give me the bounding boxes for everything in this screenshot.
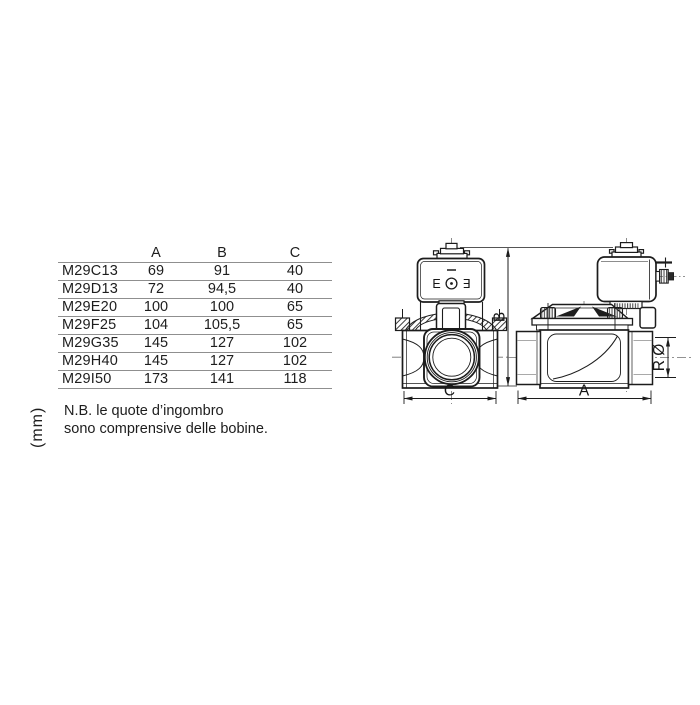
front-connector-cap	[434, 243, 470, 258]
side-connector-cap	[610, 243, 644, 258]
side-coil	[598, 257, 657, 302]
model-cell: M29C13	[62, 263, 119, 279]
value-a: 104	[143, 317, 169, 333]
col-header-a: A	[151, 245, 161, 261]
model-cell: M29F25	[62, 317, 117, 333]
side-view-drawing	[507, 238, 691, 404]
side-block	[640, 308, 656, 329]
dim-label-a: A	[578, 382, 590, 400]
value-a: 145	[143, 353, 169, 369]
value-c: 65	[286, 299, 304, 315]
value-c: 65	[286, 317, 304, 333]
side-bonnet	[533, 305, 629, 319]
value-c: 102	[282, 335, 308, 351]
value-b: 141	[209, 371, 235, 387]
value-a: 72	[147, 281, 165, 297]
table-row	[58, 263, 332, 281]
dim-a	[518, 383, 651, 405]
table-note	[64, 403, 268, 438]
value-c: 40	[286, 263, 304, 279]
value-a: 100	[143, 299, 169, 315]
value-c: 118	[283, 371, 307, 387]
value-a: 69	[147, 263, 165, 279]
terminal-pin	[656, 258, 672, 268]
front-coil	[418, 259, 485, 303]
table-row	[58, 317, 332, 335]
table-row	[58, 335, 332, 353]
value-a: 173	[143, 371, 169, 387]
coil-mark-right: ∃	[462, 277, 471, 291]
table-row	[58, 299, 332, 317]
table-row	[58, 371, 332, 389]
port-right	[629, 332, 653, 385]
note-line-1: N.B. le quote d’ingombro	[64, 403, 224, 419]
value-b: 91	[213, 263, 231, 279]
value-c: 102	[282, 353, 308, 369]
value-b: 100	[209, 299, 235, 315]
value-b: 105,5	[203, 317, 241, 333]
flange-plate-upper	[532, 319, 633, 326]
dim-label-r-diameter: R Ø	[651, 343, 668, 372]
model-cell: M29G35	[62, 335, 119, 351]
model-cell: M29H40	[62, 353, 119, 369]
table-row	[58, 353, 332, 371]
dimensions-table	[58, 244, 332, 389]
dim-label-c: C	[443, 382, 456, 400]
note-line-2: sono comprensive delle bobine.	[64, 420, 268, 437]
col-header-b: B	[217, 245, 227, 261]
dim-label-b: B	[491, 311, 509, 323]
value-b: 94,5	[207, 281, 237, 297]
value-c: 40	[286, 281, 304, 297]
mounting-ear-left	[396, 318, 410, 331]
unit-label-mm: (mm)	[29, 406, 46, 448]
model-cell: M29E20	[62, 299, 118, 315]
col-header-c: C	[289, 245, 301, 261]
value-a: 145	[143, 335, 169, 351]
table-header-row	[58, 244, 332, 263]
table-row	[58, 281, 332, 299]
cable-gland	[656, 270, 685, 284]
model-cell: M29I50	[62, 371, 112, 387]
model-cell: M29D13	[62, 281, 119, 297]
value-b: 127	[209, 353, 235, 369]
front-valve-body	[403, 329, 498, 388]
front-bonnet	[396, 301, 507, 332]
coil-mark-left: E	[432, 277, 441, 291]
value-b: 127	[209, 335, 235, 351]
port-left	[517, 332, 541, 385]
side-valve-body	[540, 330, 629, 388]
